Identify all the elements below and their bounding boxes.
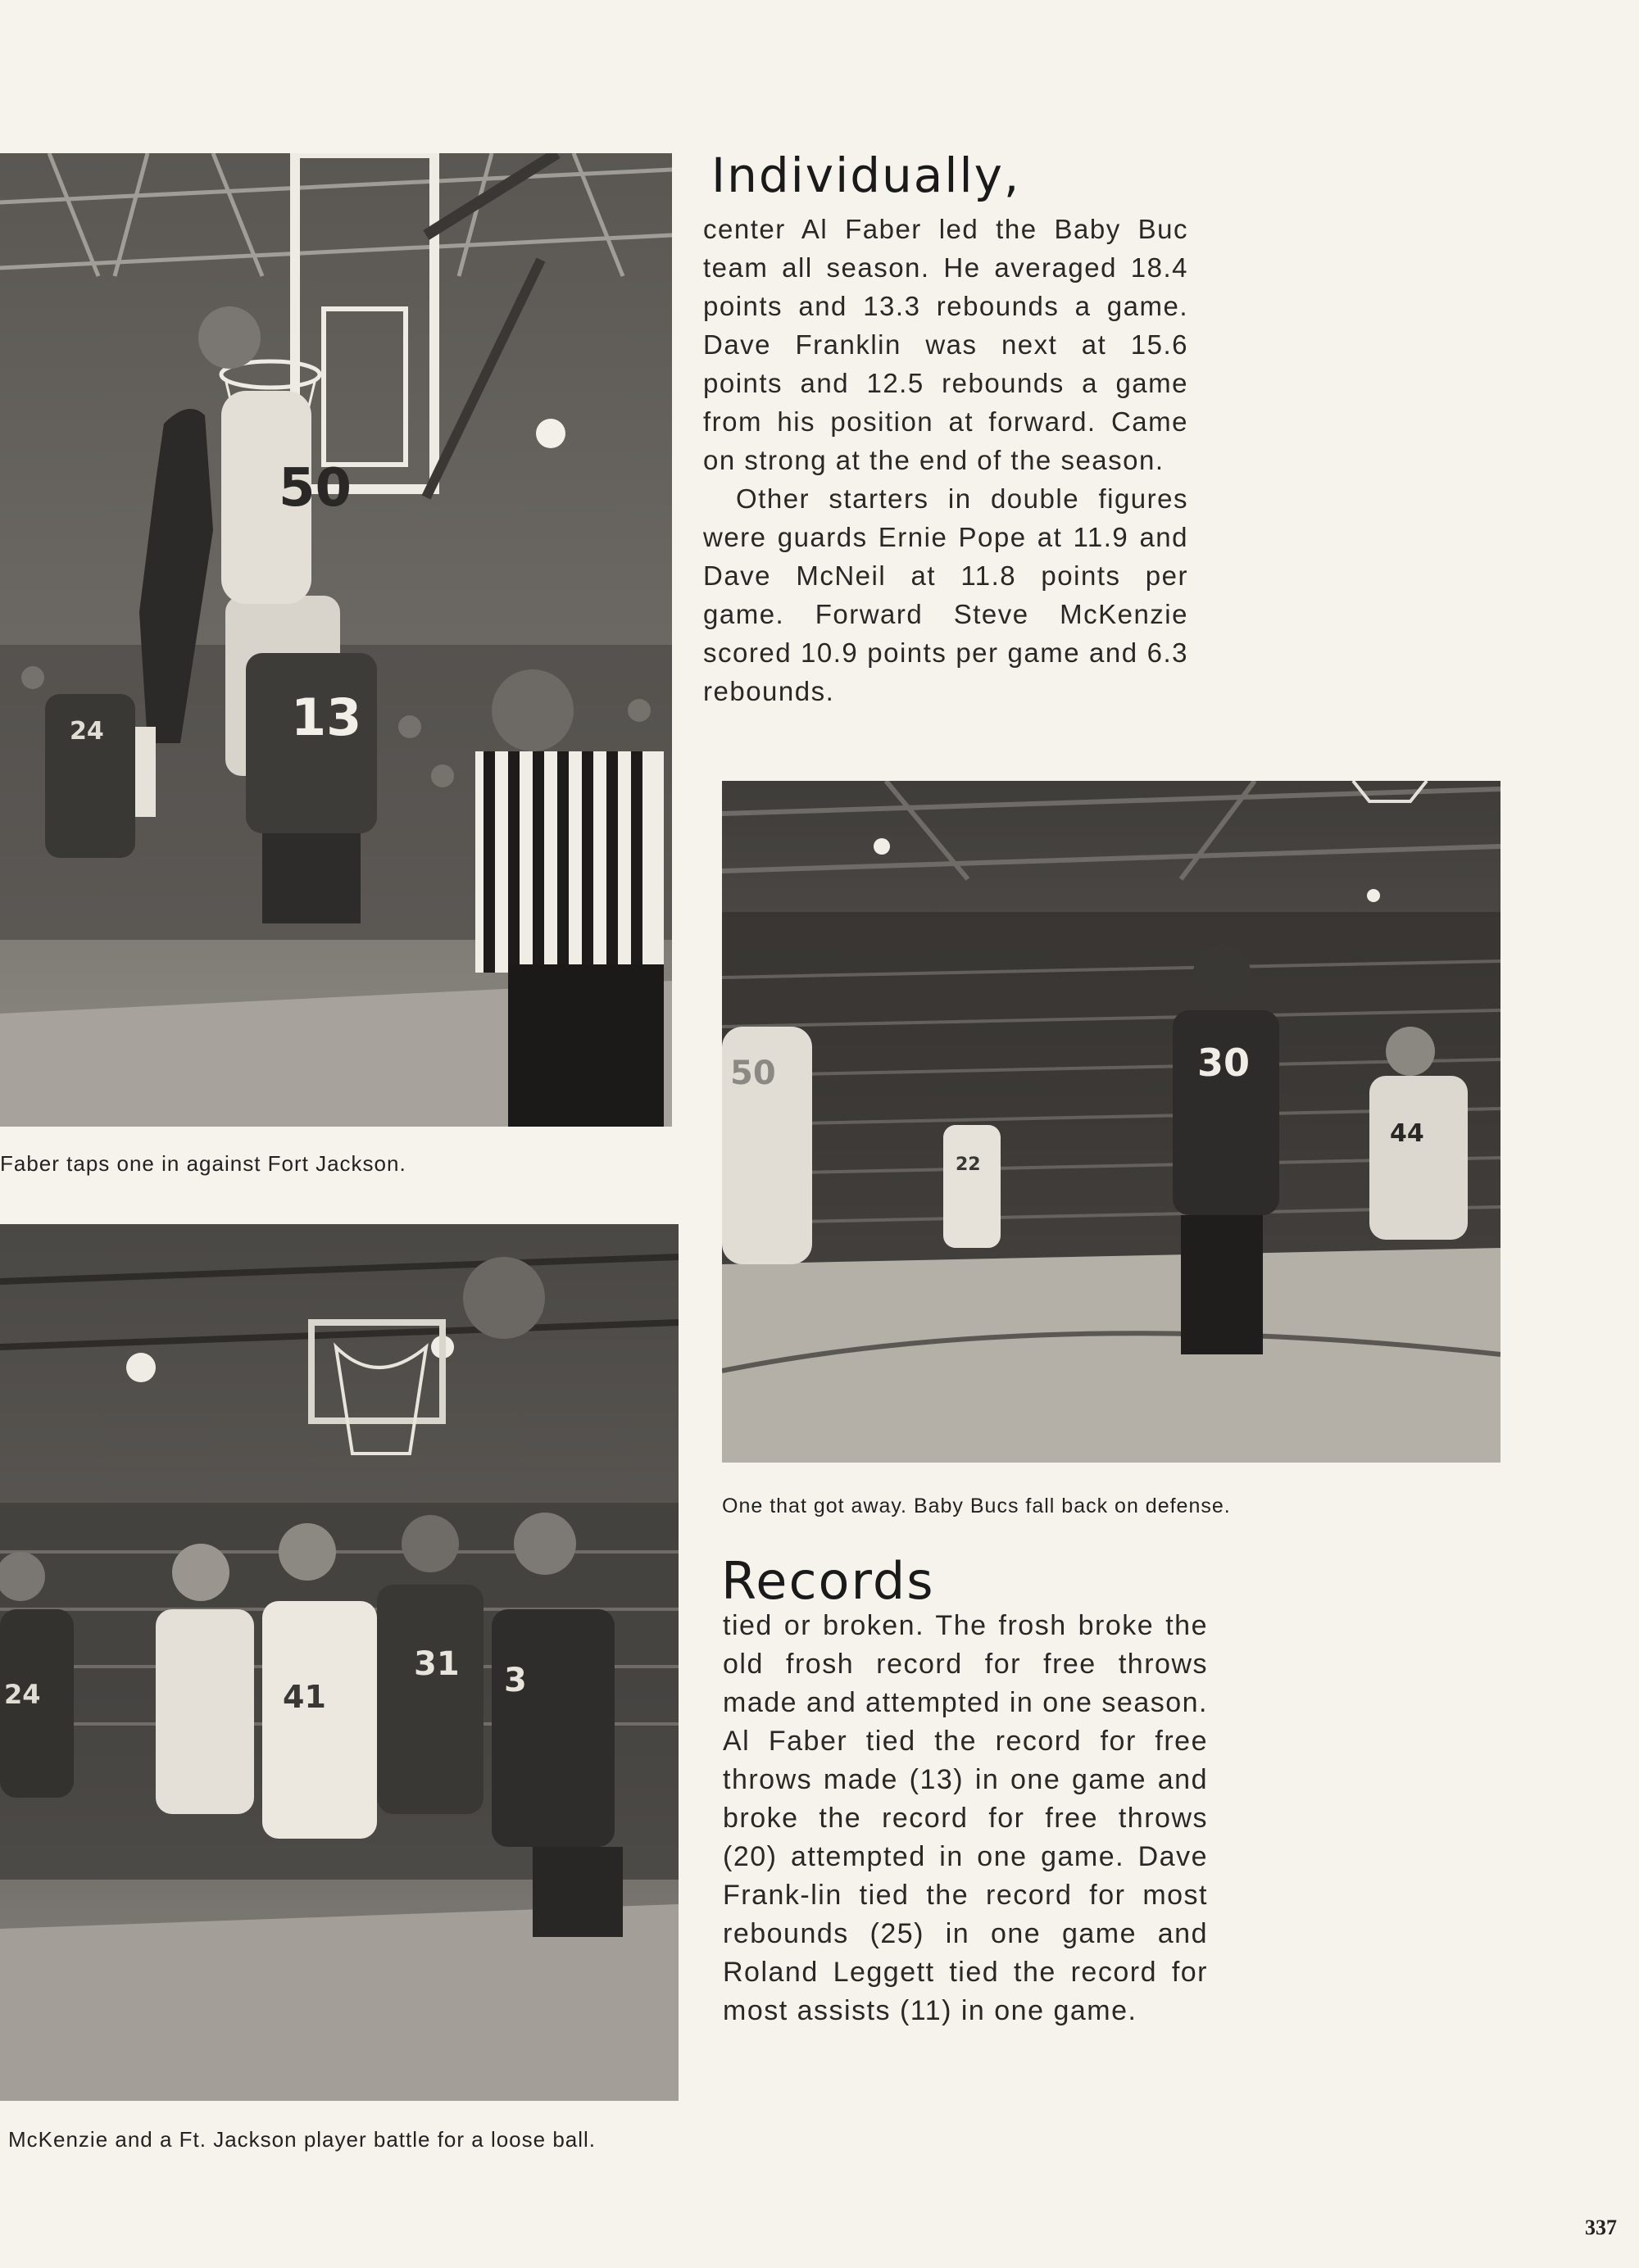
page-number: 337 — [1585, 2216, 1617, 2239]
photo-fall-back-defense — [722, 781, 1501, 1463]
jersey-22: 22 — [956, 1154, 981, 1175]
jersey-50: 50 — [279, 458, 352, 519]
jersey-13: 13 — [291, 687, 362, 747]
heading-records: Records — [721, 1551, 935, 1611]
article-records-body — [723, 1607, 1208, 2030]
photo-faber-tap-in — [0, 153, 672, 1127]
jersey-41: 41 — [283, 1679, 326, 1715]
jersey-50-right: 50 — [730, 1055, 776, 1092]
jersey-24-bottom: 24 — [4, 1679, 41, 1710]
jersey-44: 44 — [1390, 1119, 1424, 1148]
article-individually-body — [703, 210, 1188, 710]
heading-individually: Individually, — [711, 147, 1021, 203]
caption-faber: Faber taps one in against Fort Jackson. — [0, 1151, 406, 1176]
caption-mckenzie: McKenzie and a Ft. Jackson player battle for a loose ball. — [8, 2127, 597, 2152]
caption-defense: One that got away. Baby Bucs fall back on defense. — [722, 1495, 1231, 1517]
jersey-3: 3 — [504, 1662, 527, 1699]
photo-loose-ball — [0, 1224, 679, 2101]
paragraph-2: Other starters in double figures were guards Ernie Pope at 11.9 and Dave McNeil at 11.8 points per game. Forward Steve McKenzie scored 10.9 points per game and 6.3 rebounds. — [703, 483, 1188, 706]
jersey-31: 31 — [414, 1645, 460, 1683]
paragraph-1: center Al Faber led the Baby Buc team all season. He averaged 18.4 points and 13.3 rebounds a game. Dave Franklin was next at 15.6 points and 12.5 rebounds a game from his position at forward. Came on strong at the end of the season. — [703, 214, 1188, 475]
jersey-30: 30 — [1197, 1041, 1251, 1085]
paragraph-records: tied or broken. The frosh broke the old frosh record for free throws made and attempted in one season. Al Faber tied the record for free throws made (13) in one game and broke the record for free throws (20) attempted in one game. Dave Frank-lin tied the record for most rebounds (25) in one game and Roland Leggett tied the record for most assists (11) in one game. — [723, 1610, 1208, 2026]
jersey-24: 24 — [70, 717, 104, 746]
